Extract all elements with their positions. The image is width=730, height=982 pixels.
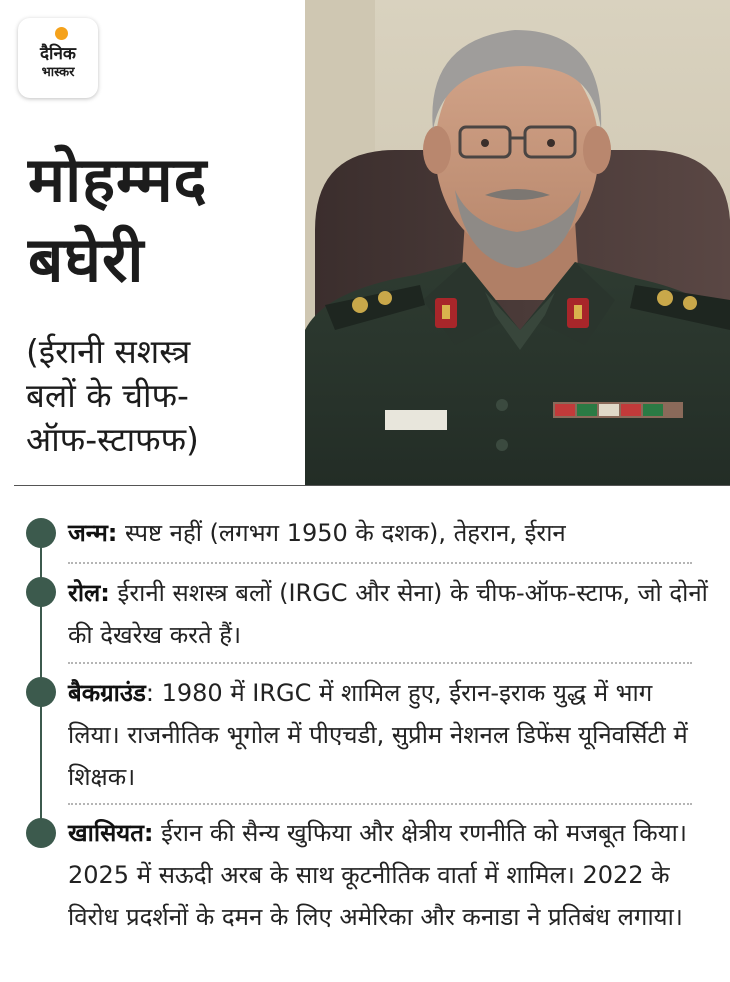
dotted-separator [68, 662, 692, 664]
name-line-1: मोहम्मद [28, 143, 208, 216]
designation-line-3: ऑफ-स्टाफफ) [26, 420, 199, 459]
info-text [68, 572, 708, 656]
info-value: : 1980 में IRGC में शामिल हुए, ईरान-इराक युद्ध में भाग लिया। राजनीतिक भूगोल में पीएचडी, सुप्रीम नेशनल डिफेंस यूनिवर्सिटी में शिक्षक। [68, 679, 688, 791]
info-text [68, 512, 708, 554]
person-designation [26, 330, 199, 462]
logo-dot-icon [55, 27, 68, 40]
designation-line-1: (ईरानी सशस्त्र [26, 332, 191, 371]
logo-text-line2: भास्कर [41, 65, 75, 80]
info-label: बैकग्राउंड [68, 679, 146, 707]
info-value: स्पष्ट नहीं (लगभग 1950 के दशक), तेहरान, ईरान [117, 519, 566, 547]
bullet-icon [26, 677, 56, 707]
logo-text-line1: दैनिक [40, 44, 76, 64]
portrait-photo [305, 0, 730, 486]
section-divider [14, 485, 730, 486]
dotted-separator [68, 562, 692, 564]
header-section [0, 0, 730, 486]
bullet-icon [26, 818, 56, 848]
info-text [68, 672, 708, 798]
info-value: ईरान की सैन्य खुफिया और क्षेत्रीय रणनीति को मजबूत किया। 2025 में सऊदी अरब के साथ कूटनीतिक वार्ता में शामिल। 2022 के विरोध प्रदर्शनों के दमन के लिए अमेरिका और कनाडा ने प्रतिबंध लगाया। [68, 819, 687, 931]
bullet-icon [26, 577, 56, 607]
bullet-icon [26, 518, 56, 548]
person-name [28, 140, 208, 300]
info-text [68, 812, 708, 938]
dotted-separator [68, 803, 692, 805]
info-value: ईरानी सशस्त्र बलों (IRGC और सेना) के चीफ-ऑफ-स्टाफ, जो दोनों की देखरेख करते हैं। [68, 579, 708, 649]
info-label: रोल: [68, 579, 110, 607]
name-line-2: बघेरी [28, 223, 145, 296]
brand-logo[interactable] [18, 18, 98, 98]
designation-line-2: बलों के चीफ- [26, 376, 189, 415]
info-label: खासियत: [68, 819, 154, 847]
info-label: जन्म: [68, 519, 118, 547]
